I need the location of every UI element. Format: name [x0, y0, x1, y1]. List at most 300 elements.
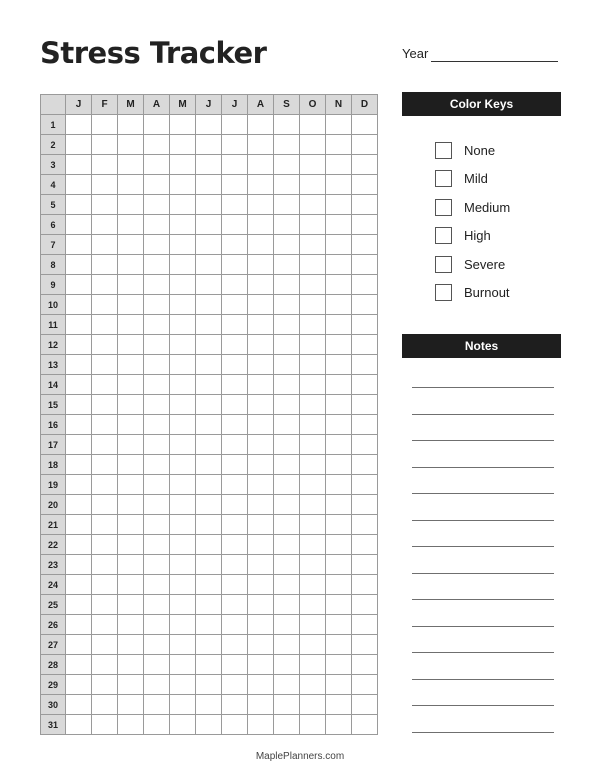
day-cell[interactable]: [300, 155, 326, 175]
day-cell[interactable]: [144, 455, 170, 475]
day-cell[interactable]: [66, 595, 92, 615]
day-cell[interactable]: [170, 535, 196, 555]
day-cell[interactable]: [248, 415, 274, 435]
day-cell[interactable]: [274, 315, 300, 335]
day-cell[interactable]: [274, 175, 300, 195]
day-cell[interactable]: [248, 535, 274, 555]
day-cell[interactable]: [326, 275, 352, 295]
day-cell[interactable]: [352, 135, 378, 155]
day-cell[interactable]: [118, 495, 144, 515]
day-cell[interactable]: [222, 695, 248, 715]
day-cell[interactable]: [118, 595, 144, 615]
day-cell[interactable]: [300, 595, 326, 615]
day-cell[interactable]: [170, 635, 196, 655]
day-cell[interactable]: [92, 535, 118, 555]
day-cell[interactable]: [274, 495, 300, 515]
day-cell[interactable]: [144, 555, 170, 575]
day-cell[interactable]: [248, 495, 274, 515]
day-cell[interactable]: [144, 595, 170, 615]
day-cell[interactable]: [170, 295, 196, 315]
day-cell[interactable]: [66, 335, 92, 355]
day-cell[interactable]: [352, 415, 378, 435]
day-cell[interactable]: [326, 695, 352, 715]
day-cell[interactable]: [248, 575, 274, 595]
notes-line[interactable]: [412, 626, 554, 627]
day-cell[interactable]: [66, 115, 92, 135]
day-cell[interactable]: [66, 215, 92, 235]
day-cell[interactable]: [352, 355, 378, 375]
day-cell[interactable]: [222, 175, 248, 195]
day-cell[interactable]: [222, 475, 248, 495]
day-cell[interactable]: [118, 155, 144, 175]
day-cell[interactable]: [144, 155, 170, 175]
day-cell[interactable]: [222, 335, 248, 355]
day-cell[interactable]: [222, 635, 248, 655]
notes-line[interactable]: [412, 732, 554, 733]
day-cell[interactable]: [300, 715, 326, 735]
day-cell[interactable]: [144, 635, 170, 655]
color-key-swatch[interactable]: [435, 142, 452, 159]
day-cell[interactable]: [92, 435, 118, 455]
day-cell[interactable]: [222, 715, 248, 735]
day-cell[interactable]: [274, 355, 300, 375]
day-cell[interactable]: [92, 635, 118, 655]
day-cell[interactable]: [118, 655, 144, 675]
day-cell[interactable]: [326, 395, 352, 415]
day-cell[interactable]: [300, 135, 326, 155]
day-cell[interactable]: [352, 235, 378, 255]
day-cell[interactable]: [170, 235, 196, 255]
day-cell[interactable]: [248, 695, 274, 715]
day-cell[interactable]: [170, 615, 196, 635]
day-cell[interactable]: [92, 275, 118, 295]
day-cell[interactable]: [170, 575, 196, 595]
day-cell[interactable]: [248, 195, 274, 215]
color-key-swatch[interactable]: [435, 256, 452, 273]
day-cell[interactable]: [222, 455, 248, 475]
day-cell[interactable]: [196, 115, 222, 135]
day-cell[interactable]: [300, 335, 326, 355]
day-cell[interactable]: [300, 615, 326, 635]
day-cell[interactable]: [170, 475, 196, 495]
day-cell[interactable]: [326, 715, 352, 735]
notes-line[interactable]: [412, 679, 554, 680]
day-cell[interactable]: [144, 115, 170, 135]
day-cell[interactable]: [118, 555, 144, 575]
day-cell[interactable]: [352, 575, 378, 595]
day-cell[interactable]: [144, 275, 170, 295]
day-cell[interactable]: [352, 515, 378, 535]
day-cell[interactable]: [352, 535, 378, 555]
day-cell[interactable]: [196, 215, 222, 235]
day-cell[interactable]: [66, 435, 92, 455]
day-cell[interactable]: [196, 635, 222, 655]
day-cell[interactable]: [300, 635, 326, 655]
day-cell[interactable]: [170, 135, 196, 155]
day-cell[interactable]: [66, 155, 92, 175]
day-cell[interactable]: [144, 715, 170, 735]
day-cell[interactable]: [92, 115, 118, 135]
day-cell[interactable]: [248, 335, 274, 355]
notes-line[interactable]: [412, 387, 554, 388]
day-cell[interactable]: [248, 235, 274, 255]
day-cell[interactable]: [196, 175, 222, 195]
day-cell[interactable]: [196, 415, 222, 435]
day-cell[interactable]: [222, 555, 248, 575]
day-cell[interactable]: [118, 215, 144, 235]
notes-line[interactable]: [412, 573, 554, 574]
day-cell[interactable]: [352, 175, 378, 195]
day-cell[interactable]: [118, 675, 144, 695]
day-cell[interactable]: [300, 175, 326, 195]
day-cell[interactable]: [66, 675, 92, 695]
day-cell[interactable]: [326, 495, 352, 515]
day-cell[interactable]: [92, 315, 118, 335]
day-cell[interactable]: [248, 395, 274, 415]
day-cell[interactable]: [92, 515, 118, 535]
day-cell[interactable]: [352, 715, 378, 735]
notes-line[interactable]: [412, 546, 554, 547]
day-cell[interactable]: [196, 235, 222, 255]
day-cell[interactable]: [248, 655, 274, 675]
day-cell[interactable]: [326, 195, 352, 215]
day-cell[interactable]: [196, 135, 222, 155]
day-cell[interactable]: [352, 615, 378, 635]
day-cell[interactable]: [274, 455, 300, 475]
day-cell[interactable]: [222, 615, 248, 635]
day-cell[interactable]: [170, 415, 196, 435]
day-cell[interactable]: [66, 315, 92, 335]
day-cell[interactable]: [222, 195, 248, 215]
day-cell[interactable]: [300, 695, 326, 715]
day-cell[interactable]: [144, 515, 170, 535]
day-cell[interactable]: [170, 435, 196, 455]
day-cell[interactable]: [92, 575, 118, 595]
day-cell[interactable]: [222, 115, 248, 135]
day-cell[interactable]: [66, 575, 92, 595]
day-cell[interactable]: [196, 275, 222, 295]
day-cell[interactable]: [66, 275, 92, 295]
day-cell[interactable]: [222, 215, 248, 235]
day-cell[interactable]: [92, 695, 118, 715]
day-cell[interactable]: [118, 335, 144, 355]
day-cell[interactable]: [300, 215, 326, 235]
day-cell[interactable]: [118, 275, 144, 295]
day-cell[interactable]: [274, 715, 300, 735]
day-cell[interactable]: [66, 355, 92, 375]
day-cell[interactable]: [274, 335, 300, 355]
day-cell[interactable]: [196, 195, 222, 215]
day-cell[interactable]: [196, 455, 222, 475]
day-cell[interactable]: [274, 255, 300, 275]
day-cell[interactable]: [144, 535, 170, 555]
day-cell[interactable]: [274, 615, 300, 635]
day-cell[interactable]: [66, 375, 92, 395]
day-cell[interactable]: [92, 175, 118, 195]
day-cell[interactable]: [352, 675, 378, 695]
day-cell[interactable]: [118, 115, 144, 135]
day-cell[interactable]: [196, 575, 222, 595]
day-cell[interactable]: [196, 515, 222, 535]
day-cell[interactable]: [352, 655, 378, 675]
day-cell[interactable]: [170, 655, 196, 675]
day-cell[interactable]: [66, 235, 92, 255]
day-cell[interactable]: [144, 655, 170, 675]
day-cell[interactable]: [170, 455, 196, 475]
day-cell[interactable]: [222, 535, 248, 555]
day-cell[interactable]: [144, 215, 170, 235]
day-cell[interactable]: [170, 495, 196, 515]
day-cell[interactable]: [92, 655, 118, 675]
day-cell[interactable]: [248, 155, 274, 175]
day-cell[interactable]: [274, 155, 300, 175]
day-cell[interactable]: [92, 415, 118, 435]
day-cell[interactable]: [248, 675, 274, 695]
day-cell[interactable]: [274, 275, 300, 295]
day-cell[interactable]: [326, 575, 352, 595]
day-cell[interactable]: [66, 615, 92, 635]
day-cell[interactable]: [92, 495, 118, 515]
day-cell[interactable]: [352, 395, 378, 415]
day-cell[interactable]: [196, 335, 222, 355]
day-cell[interactable]: [92, 135, 118, 155]
day-cell[interactable]: [144, 395, 170, 415]
color-key-swatch[interactable]: [435, 284, 452, 301]
day-cell[interactable]: [118, 175, 144, 195]
day-cell[interactable]: [352, 295, 378, 315]
day-cell[interactable]: [274, 295, 300, 315]
day-cell[interactable]: [66, 475, 92, 495]
day-cell[interactable]: [274, 515, 300, 535]
notes-line[interactable]: [412, 467, 554, 468]
day-cell[interactable]: [92, 375, 118, 395]
day-cell[interactable]: [352, 635, 378, 655]
day-cell[interactable]: [66, 295, 92, 315]
day-cell[interactable]: [300, 375, 326, 395]
day-cell[interactable]: [274, 215, 300, 235]
day-cell[interactable]: [248, 215, 274, 235]
day-cell[interactable]: [118, 715, 144, 735]
day-cell[interactable]: [144, 235, 170, 255]
day-cell[interactable]: [92, 555, 118, 575]
day-cell[interactable]: [196, 155, 222, 175]
day-cell[interactable]: [300, 115, 326, 135]
day-cell[interactable]: [92, 455, 118, 475]
day-cell[interactable]: [170, 355, 196, 375]
day-cell[interactable]: [92, 615, 118, 635]
day-cell[interactable]: [326, 335, 352, 355]
day-cell[interactable]: [144, 435, 170, 455]
day-cell[interactable]: [300, 195, 326, 215]
day-cell[interactable]: [170, 595, 196, 615]
day-cell[interactable]: [92, 595, 118, 615]
day-cell[interactable]: [300, 295, 326, 315]
day-cell[interactable]: [300, 315, 326, 335]
day-cell[interactable]: [118, 695, 144, 715]
day-cell[interactable]: [170, 195, 196, 215]
day-cell[interactable]: [196, 655, 222, 675]
day-cell[interactable]: [222, 435, 248, 455]
day-cell[interactable]: [326, 355, 352, 375]
day-cell[interactable]: [326, 675, 352, 695]
day-cell[interactable]: [222, 275, 248, 295]
day-cell[interactable]: [92, 675, 118, 695]
day-cell[interactable]: [222, 235, 248, 255]
day-cell[interactable]: [248, 295, 274, 315]
day-cell[interactable]: [118, 135, 144, 155]
day-cell[interactable]: [222, 355, 248, 375]
day-cell[interactable]: [170, 115, 196, 135]
year-input-line[interactable]: [431, 61, 558, 62]
day-cell[interactable]: [66, 555, 92, 575]
day-cell[interactable]: [118, 615, 144, 635]
day-cell[interactable]: [326, 215, 352, 235]
day-cell[interactable]: [326, 175, 352, 195]
day-cell[interactable]: [248, 135, 274, 155]
day-cell[interactable]: [144, 475, 170, 495]
day-cell[interactable]: [352, 335, 378, 355]
day-cell[interactable]: [92, 475, 118, 495]
day-cell[interactable]: [248, 175, 274, 195]
day-cell[interactable]: [300, 475, 326, 495]
day-cell[interactable]: [196, 715, 222, 735]
day-cell[interactable]: [170, 255, 196, 275]
day-cell[interactable]: [300, 235, 326, 255]
day-cell[interactable]: [144, 175, 170, 195]
day-cell[interactable]: [222, 515, 248, 535]
day-cell[interactable]: [274, 195, 300, 215]
day-cell[interactable]: [326, 235, 352, 255]
day-cell[interactable]: [300, 395, 326, 415]
day-cell[interactable]: [144, 255, 170, 275]
day-cell[interactable]: [352, 495, 378, 515]
day-cell[interactable]: [274, 415, 300, 435]
day-cell[interactable]: [170, 715, 196, 735]
day-cell[interactable]: [326, 455, 352, 475]
day-cell[interactable]: [118, 375, 144, 395]
day-cell[interactable]: [300, 355, 326, 375]
day-cell[interactable]: [118, 575, 144, 595]
day-cell[interactable]: [274, 675, 300, 695]
day-cell[interactable]: [170, 335, 196, 355]
day-cell[interactable]: [196, 255, 222, 275]
day-cell[interactable]: [118, 535, 144, 555]
day-cell[interactable]: [352, 555, 378, 575]
day-cell[interactable]: [300, 675, 326, 695]
day-cell[interactable]: [300, 535, 326, 555]
day-cell[interactable]: [326, 315, 352, 335]
day-cell[interactable]: [144, 615, 170, 635]
day-cell[interactable]: [66, 255, 92, 275]
day-cell[interactable]: [92, 295, 118, 315]
day-cell[interactable]: [222, 675, 248, 695]
notes-line[interactable]: [412, 493, 554, 494]
day-cell[interactable]: [196, 595, 222, 615]
day-cell[interactable]: [92, 255, 118, 275]
day-cell[interactable]: [248, 275, 274, 295]
day-cell[interactable]: [170, 315, 196, 335]
notes-line[interactable]: [412, 599, 554, 600]
day-cell[interactable]: [118, 295, 144, 315]
day-cell[interactable]: [170, 275, 196, 295]
day-cell[interactable]: [222, 415, 248, 435]
day-cell[interactable]: [170, 695, 196, 715]
day-cell[interactable]: [92, 715, 118, 735]
day-cell[interactable]: [352, 215, 378, 235]
day-cell[interactable]: [352, 475, 378, 495]
day-cell[interactable]: [352, 115, 378, 135]
day-cell[interactable]: [66, 455, 92, 475]
day-cell[interactable]: [248, 595, 274, 615]
day-cell[interactable]: [66, 695, 92, 715]
notes-line[interactable]: [412, 520, 554, 521]
day-cell[interactable]: [352, 455, 378, 475]
day-cell[interactable]: [144, 315, 170, 335]
day-cell[interactable]: [118, 635, 144, 655]
day-cell[interactable]: [326, 115, 352, 135]
day-cell[interactable]: [222, 655, 248, 675]
day-cell[interactable]: [92, 235, 118, 255]
day-cell[interactable]: [326, 255, 352, 275]
day-cell[interactable]: [118, 475, 144, 495]
day-cell[interactable]: [274, 655, 300, 675]
day-cell[interactable]: [274, 475, 300, 495]
day-cell[interactable]: [352, 195, 378, 215]
day-cell[interactable]: [66, 135, 92, 155]
day-cell[interactable]: [248, 715, 274, 735]
day-cell[interactable]: [196, 475, 222, 495]
day-cell[interactable]: [118, 195, 144, 215]
day-cell[interactable]: [170, 155, 196, 175]
day-cell[interactable]: [66, 195, 92, 215]
day-cell[interactable]: [326, 635, 352, 655]
day-cell[interactable]: [196, 355, 222, 375]
notes-line[interactable]: [412, 705, 554, 706]
day-cell[interactable]: [118, 315, 144, 335]
day-cell[interactable]: [170, 395, 196, 415]
day-cell[interactable]: [326, 295, 352, 315]
day-cell[interactable]: [326, 655, 352, 675]
day-cell[interactable]: [300, 275, 326, 295]
day-cell[interactable]: [300, 495, 326, 515]
day-cell[interactable]: [222, 315, 248, 335]
day-cell[interactable]: [144, 675, 170, 695]
day-cell[interactable]: [248, 515, 274, 535]
day-cell[interactable]: [170, 555, 196, 575]
day-cell[interactable]: [196, 675, 222, 695]
day-cell[interactable]: [144, 375, 170, 395]
day-cell[interactable]: [92, 195, 118, 215]
day-cell[interactable]: [326, 155, 352, 175]
day-cell[interactable]: [352, 375, 378, 395]
day-cell[interactable]: [196, 295, 222, 315]
day-cell[interactable]: [66, 175, 92, 195]
day-cell[interactable]: [352, 315, 378, 335]
day-cell[interactable]: [118, 455, 144, 475]
day-cell[interactable]: [66, 715, 92, 735]
day-cell[interactable]: [118, 415, 144, 435]
day-cell[interactable]: [196, 695, 222, 715]
day-cell[interactable]: [352, 155, 378, 175]
day-cell[interactable]: [326, 135, 352, 155]
day-cell[interactable]: [118, 235, 144, 255]
day-cell[interactable]: [144, 355, 170, 375]
day-cell[interactable]: [92, 215, 118, 235]
day-cell[interactable]: [326, 615, 352, 635]
day-cell[interactable]: [248, 455, 274, 475]
day-cell[interactable]: [118, 355, 144, 375]
day-cell[interactable]: [66, 515, 92, 535]
